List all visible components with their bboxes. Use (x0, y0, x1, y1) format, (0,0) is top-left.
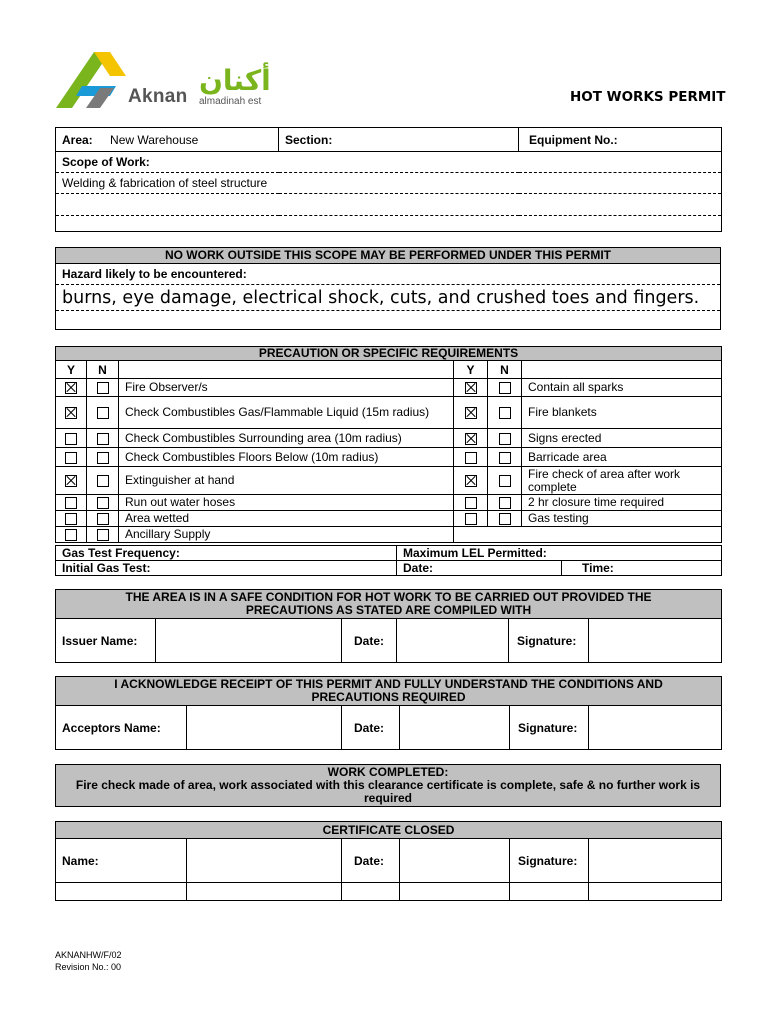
acceptor-table (55, 676, 722, 750)
checkbox-cell (56, 379, 87, 397)
acceptor-name-field[interactable] (187, 706, 342, 750)
checkbox-cell (56, 467, 87, 495)
hazard-label: Hazard likely to be encountered: (56, 264, 721, 285)
precaution-label: Extinguisher at hand (119, 467, 454, 495)
hazard-value[interactable]: burns, eye damage, electrical shock, cuts, and crushed toes and fingers. (56, 285, 721, 311)
checkbox-cell (454, 429, 488, 448)
closed-name-field[interactable] (187, 839, 342, 883)
checkbox[interactable] (499, 497, 511, 509)
checkbox-cell (488, 448, 522, 467)
no-column-header: N (87, 361, 119, 379)
precaution-row (56, 495, 722, 511)
checkbox-cell (56, 397, 87, 429)
checkbox[interactable] (499, 382, 511, 394)
precaution-label: Fire Observer/s (119, 379, 454, 397)
work-completed-heading: WORK COMPLETED: (327, 765, 449, 779)
checkbox[interactable] (465, 452, 477, 464)
precaution-label: Gas testing (522, 511, 722, 527)
precaution-label: Ancillary Supply (119, 527, 454, 543)
checkbox[interactable] (97, 475, 109, 487)
checkbox-cell (488, 511, 522, 527)
precautions-heading: PRECAUTION OR SPECIFIC REQUIREMENTS (56, 347, 722, 361)
closed-name-label: Name: (56, 839, 187, 883)
closed-signature-field[interactable] (589, 839, 722, 883)
checkbox[interactable] (499, 407, 511, 419)
checkbox-cell (87, 397, 119, 429)
checkbox-cell (56, 495, 87, 511)
issuer-signature-field[interactable] (589, 619, 722, 663)
gas-time-label: Time: (562, 561, 722, 576)
checked-checkbox[interactable] (65, 475, 77, 487)
checkbox-cell (488, 379, 522, 397)
checkbox[interactable] (65, 433, 77, 445)
precaution-label: Run out water hoses (119, 495, 454, 511)
revision-number: Revision No.: 00 (55, 962, 122, 972)
checkbox-cell (454, 467, 488, 495)
checked-checkbox[interactable] (465, 433, 477, 445)
details-table (55, 127, 722, 232)
checkbox-cell (87, 448, 119, 467)
max-lel-label: Maximum LEL Permitted: (397, 546, 722, 561)
checkbox-cell (454, 511, 488, 527)
equipment-label: Equipment No.: (519, 128, 722, 152)
work-completed-table (55, 764, 721, 807)
closed-date-field[interactable] (400, 839, 510, 883)
checkbox[interactable] (97, 452, 109, 464)
closed-date-label: Date: (342, 839, 400, 883)
checked-checkbox[interactable] (465, 382, 477, 394)
checkbox[interactable] (499, 452, 511, 464)
checkbox[interactable] (65, 529, 77, 541)
checkbox[interactable] (97, 513, 109, 525)
checkbox-cell (488, 429, 522, 448)
checkbox-cell (87, 495, 119, 511)
hazard-table (55, 247, 721, 330)
precaution-row (56, 467, 722, 495)
company-logo (56, 50, 271, 112)
acceptor-name-label: Acceptors Name: (56, 706, 187, 750)
blank-cell (454, 527, 722, 543)
precaution-row (56, 448, 722, 467)
yes-column-header: Y (56, 361, 87, 379)
checkbox-cell (454, 379, 488, 397)
issuer-name-label: Issuer Name: (56, 619, 156, 663)
checkbox-cell (87, 429, 119, 448)
area-value[interactable]: New Warehouse (110, 132, 199, 147)
scope-label: Scope of Work: (56, 152, 722, 173)
checkbox[interactable] (499, 433, 511, 445)
issuer-signature-label: Signature: (509, 619, 589, 663)
acceptor-signature-label: Signature: (510, 706, 589, 750)
blank-header-cell (522, 361, 722, 379)
logo-wordmark: Aknan (128, 86, 188, 107)
gas-date-label: Date: (397, 561, 562, 576)
checkbox[interactable] (65, 497, 77, 509)
checkbox-cell (454, 397, 488, 429)
checked-checkbox[interactable] (465, 407, 477, 419)
precaution-label: Barricade area (522, 448, 722, 467)
checkbox[interactable] (97, 529, 109, 541)
acceptor-date-label: Date: (342, 706, 400, 750)
certificate-closed-heading: CERTIFICATE CLOSED (56, 822, 722, 839)
logo-subtitle: almadinah est (199, 96, 262, 107)
scope-blank-line[interactable] (56, 216, 722, 232)
issuer-heading: THE AREA IS IN A SAFE CONDITION FOR HOT WORK TO BE CARRIED OUT PROVIDED THE PRECAUTIONS AS STATED ARE COMPILED WITH (56, 590, 722, 619)
closed-blank-cell[interactable] (187, 883, 342, 901)
precaution-label: 2 hr closure time required (522, 495, 722, 511)
checkbox-cell (454, 448, 488, 467)
acceptor-signature-field[interactable] (589, 706, 722, 750)
checkbox[interactable] (97, 433, 109, 445)
precaution-label: Check Combustibles Gas/Flammable Liquid (15m radius) (119, 397, 454, 429)
scope-value[interactable]: Welding & fabrication of steel structure (56, 173, 722, 194)
section-label: Section: (279, 128, 519, 152)
precaution-row (56, 379, 722, 397)
precaution-row (56, 527, 722, 543)
closed-blank-cell[interactable] (342, 883, 400, 901)
precaution-label: Area wetted (119, 511, 454, 527)
page-title: HOT WORKS PERMIT (570, 89, 726, 105)
checkbox[interactable] (465, 513, 477, 525)
checked-checkbox[interactable] (465, 475, 477, 487)
checkbox[interactable] (465, 497, 477, 509)
closed-blank-cell[interactable] (589, 883, 722, 901)
checkbox-cell (87, 511, 119, 527)
issuer-name-field[interactable] (156, 619, 342, 663)
yes-column-header: Y (454, 361, 488, 379)
precaution-label: Check Combustibles Floors Below (10m radius) (119, 448, 454, 467)
issuer-date-field[interactable] (397, 619, 509, 663)
precaution-row (56, 397, 722, 429)
checkbox[interactable] (97, 407, 109, 419)
acceptor-date-field[interactable] (400, 706, 510, 750)
precaution-label: Signs erected (522, 429, 722, 448)
checkbox[interactable] (97, 497, 109, 509)
checked-checkbox[interactable] (65, 407, 77, 419)
no-column-header: N (488, 361, 522, 379)
precaution-label: Fire check of area after work complete (522, 467, 722, 495)
checkbox-cell (488, 467, 522, 495)
precautions-table (55, 346, 722, 543)
precaution-row (56, 511, 722, 527)
checked-checkbox[interactable] (65, 382, 77, 394)
scope-blank-line[interactable] (56, 194, 722, 216)
logo-arabic-text: أكنان (199, 64, 271, 97)
certificate-closed-table (55, 821, 722, 901)
checkbox[interactable] (65, 452, 77, 464)
checkbox-cell (56, 511, 87, 527)
precaution-label: Fire blankets (522, 397, 722, 429)
checkbox-cell (488, 397, 522, 429)
area-label: Area: (62, 132, 93, 147)
checkbox-cell (488, 495, 522, 511)
hazard-blank-line[interactable] (56, 311, 721, 330)
closed-blank-cell[interactable] (510, 883, 589, 901)
blank-header-cell (119, 361, 454, 379)
precaution-row (56, 429, 722, 448)
logo-mark-icon (56, 50, 136, 110)
checkbox-cell (87, 379, 119, 397)
initial-gas-test-label: Initial Gas Test: (56, 561, 397, 576)
checkbox[interactable] (97, 382, 109, 394)
checkbox-cell (56, 429, 87, 448)
work-completed-statement: Fire check made of area, work associated with this clearance certificate is complete, safe & no further work is required (75, 778, 701, 805)
checkbox-cell (87, 467, 119, 495)
precaution-label: Check Combustibles Surrounding area (10m radius) (119, 429, 454, 448)
checkbox-cell (87, 527, 119, 543)
checkbox-cell (56, 448, 87, 467)
closed-blank-cell[interactable] (400, 883, 510, 901)
closed-blank-cell[interactable] (56, 883, 187, 901)
checkbox[interactable] (499, 513, 511, 525)
checkbox-cell (454, 495, 488, 511)
issuer-table (55, 589, 722, 663)
form-code: AKNANHW/F/02 (55, 950, 122, 960)
area-cell (56, 128, 279, 152)
gas-test-frequency-label: Gas Test Frequency: (56, 546, 397, 561)
checkbox[interactable] (499, 475, 511, 487)
precaution-label: Contain all sparks (522, 379, 722, 397)
checkbox-cell (56, 527, 87, 543)
scope-warning-heading: NO WORK OUTSIDE THIS SCOPE MAY BE PERFORMED UNDER THIS PERMIT (56, 248, 721, 264)
checkbox[interactable] (65, 513, 77, 525)
gas-test-table (55, 545, 722, 576)
issuer-date-label: Date: (342, 619, 397, 663)
closed-signature-label: Signature: (510, 839, 589, 883)
work-completed-box (56, 765, 721, 807)
acceptor-heading: I ACKNOWLEDGE RECEIPT OF THIS PERMIT AND FULLY UNDERSTAND THE CONDITIONS AND PRECAUTIONS REQUIRED (56, 677, 722, 706)
